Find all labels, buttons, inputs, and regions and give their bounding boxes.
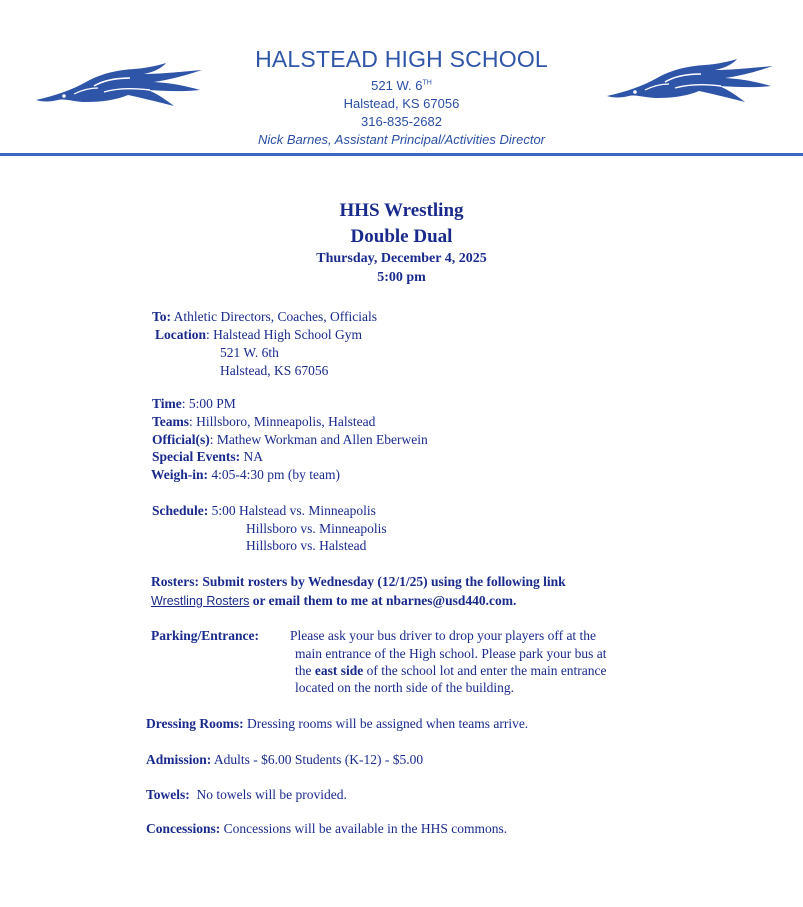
location-address-1: 521 W. 6th (220, 345, 279, 360)
teams-value: : Hillsboro, Minneapolis, Halstead (189, 414, 376, 429)
officials-label: Official(s) (152, 432, 210, 447)
parking-line-3 (295, 663, 607, 679)
header-divider (0, 153, 803, 156)
to-line (152, 309, 377, 325)
schedule-line (152, 503, 376, 519)
parking-line-2: main entrance of the High school. Please park your bus at (295, 646, 607, 661)
concessions-line (146, 821, 507, 837)
location-value: : Halstead High School Gym (206, 327, 362, 342)
parking-label (151, 628, 259, 644)
officials-value: : Mathew Workman and Allen Eberwein (209, 432, 428, 447)
schedule-item: Hillsboro vs. Halstead (246, 538, 367, 553)
concessions-value: Concessions will be available in the HHS commons. (220, 821, 508, 836)
special-events-line (152, 449, 263, 465)
rosters-email-text: or email them to me at nbarnes@usd440.com. (249, 593, 517, 608)
parking-line-4: located on the north side of the building. (295, 680, 514, 695)
director-name: Nick Barnes, Assistant Principal/Activities Director (257, 132, 546, 147)
rosters-line-1: Rosters: Submit rosters by Wednesday (12/1/25) using the following link (151, 574, 566, 589)
schedule-label: Schedule: (152, 503, 209, 518)
address-superscript: TH (422, 79, 432, 87)
weigh-in-value: 4:05-4:30 pm (by team) (208, 467, 340, 482)
dressing-rooms-value: Dressing rooms will be assigned when teams arrive. (243, 716, 529, 731)
wrestling-rosters-link[interactable]: Wrestling Rosters (151, 594, 250, 608)
event-date: Thursday, December 4, 2025 (316, 251, 487, 266)
parking-label-text: Parking/Entrance: (151, 628, 259, 643)
weigh-in-label: Weigh-in: (151, 467, 209, 482)
location-line (155, 327, 362, 343)
admission-line (146, 752, 423, 768)
concessions-label: Concessions: (146, 821, 221, 836)
weigh-in-line (151, 467, 340, 483)
to-label: To: (152, 309, 172, 324)
school-address (200, 78, 603, 93)
special-events-label: Special Events: (152, 449, 241, 464)
schedule-item: 5:00 Halstead vs. Minneapolis (211, 503, 376, 518)
special-events-value: NA (240, 449, 264, 464)
school-phone: 316-835-2682 (361, 114, 442, 129)
parking-east-side: east side (314, 663, 364, 678)
towels-value: No towels will be provided. (189, 787, 347, 802)
hawk-mascot-icon (605, 56, 777, 104)
event-title: HHS Wrestling (339, 200, 464, 221)
time-label: Time (152, 396, 182, 411)
time-line (152, 396, 236, 412)
towels-label: Towels: (146, 787, 190, 802)
rosters-line-2 (151, 593, 516, 609)
parking-line-1: Please ask your bus driver to drop your players off at the (290, 628, 597, 643)
to-value: Athletic Directors, Coaches, Officials (171, 309, 377, 324)
location-label: Location (155, 327, 207, 342)
school-city: Halstead, KS 67056 (343, 96, 460, 111)
schedule-item: Hillsboro vs. Minneapolis (246, 521, 387, 536)
dressing-rooms-line (146, 716, 528, 732)
location-address-2: Halstead, KS 67056 (220, 363, 329, 378)
letterhead (0, 0, 803, 160)
dressing-rooms-label: Dressing Rooms: (146, 716, 244, 731)
school-name: HALSTEAD HIGH SCHOOL (255, 46, 548, 72)
event-subtitle: Double Dual (350, 226, 453, 247)
parking-line-3-post: of the school lot and enter the main entrance (363, 663, 607, 678)
admission-value: Adults - $6.00 Students (K-12) - $5.00 (211, 752, 424, 767)
teams-line (152, 414, 375, 430)
officials-line (152, 432, 428, 448)
hawk-mascot-icon (34, 60, 206, 108)
address-line: 521 W. 6 (371, 78, 423, 93)
parking-line-3-pre: the (295, 663, 315, 678)
event-time: 5:00 pm (377, 270, 426, 285)
towels-line (146, 787, 347, 803)
admission-label: Admission: (146, 752, 212, 767)
teams-label: Teams (152, 414, 190, 429)
time-value: : 5:00 PM (181, 396, 236, 411)
